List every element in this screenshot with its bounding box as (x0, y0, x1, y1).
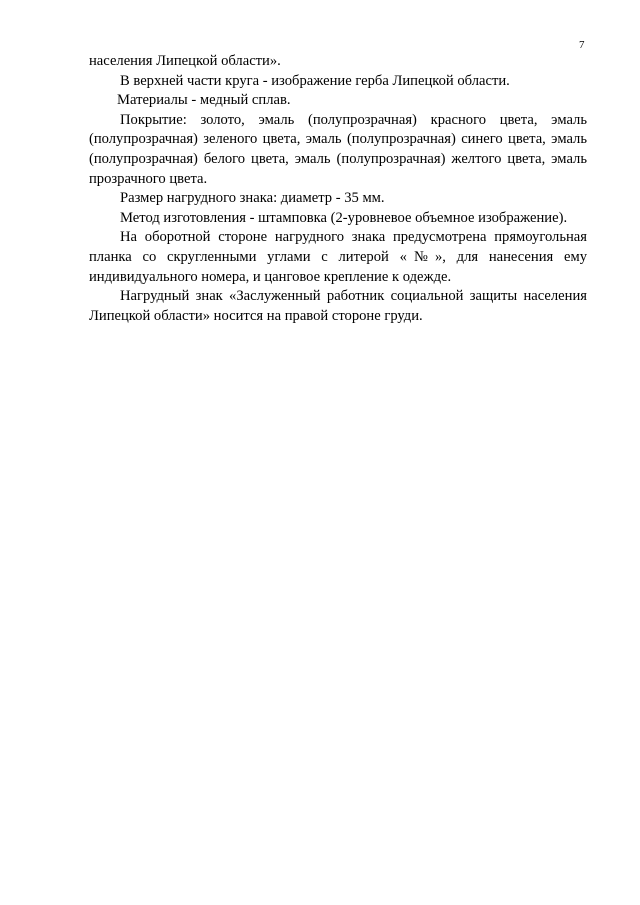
paragraph-wearing: Нагрудный знак «Заслуженный работник социальной защиты населения Липецкой области» носится на правой стороне груди. (89, 288, 587, 324)
paragraph-coat-of-arms: В верхней части круга - изображение герба Липецкой области. (120, 72, 510, 89)
paragraph-size: Размер нагрудного знака: диаметр - 35 мм. (120, 190, 385, 207)
document-body (89, 52, 587, 326)
paragraph-reverse-side: На оборотной стороне нагрудного знака предусмотрена прямоугольная планка со скругленными углами с литерой «№», для нанесения ему индивидуального номера, и цанговое крепление к одежде. (89, 229, 587, 285)
page-number: 7 (579, 39, 585, 51)
paragraph-continuation: населения Липецкой области». (89, 53, 281, 69)
paragraph-materials: Материалы - медный сплав. (117, 92, 291, 109)
paragraph-coating: Покрытие: золото, эмаль (полупрозрачная) красного цвета, эмаль (полупрозрачная) зеленого цвета, эмаль (полупрозрачная) синего цвета, эмаль (полупрозрачная) белого цвета, эмаль (полупрозрачная) желтого цвета, эмаль прозрачного цвета. (89, 111, 587, 187)
paragraph-manufacturing-method: Метод изготовления - штамповка (2-уровневое объемное изображение). (120, 209, 568, 226)
